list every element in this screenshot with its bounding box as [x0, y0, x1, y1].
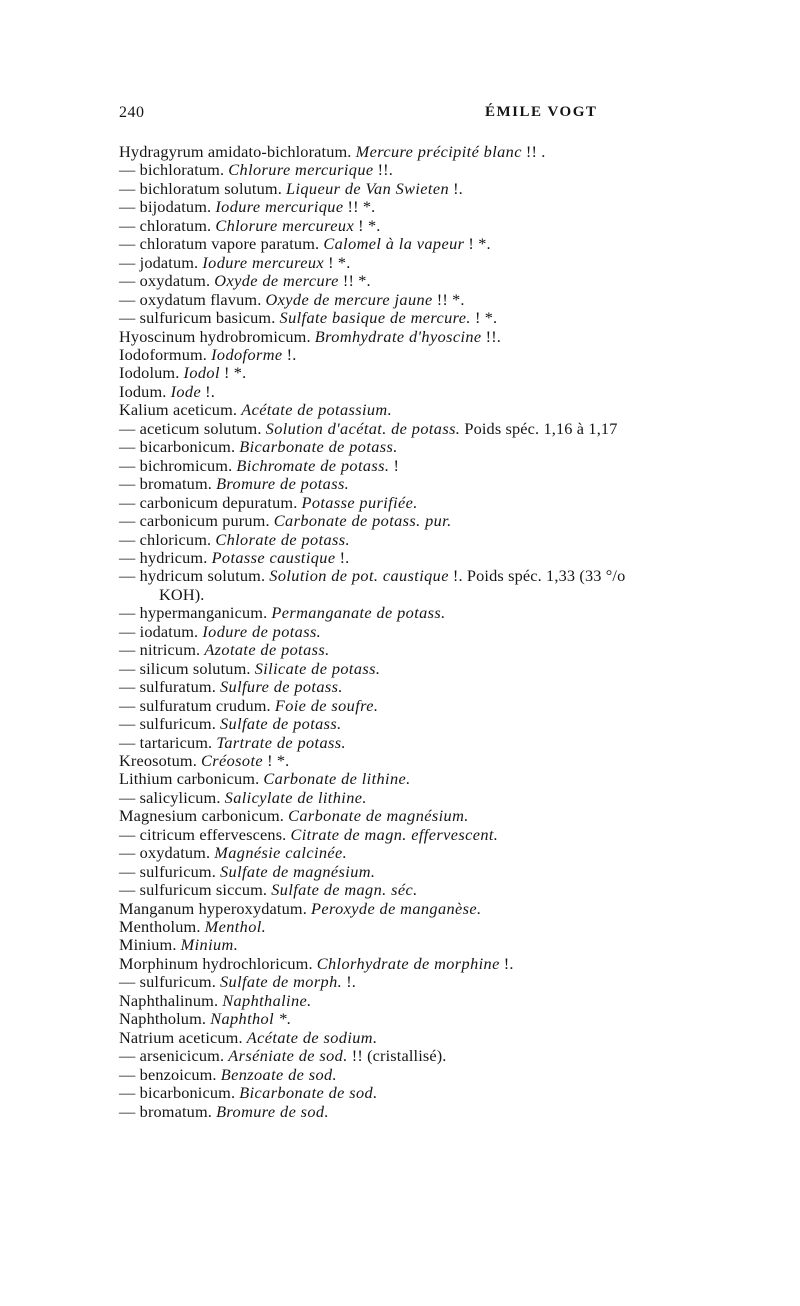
latin-name: — oxydatum flavum. [119, 289, 262, 309]
latin-name: — salicylicum. [119, 787, 221, 807]
latin-name: — bicarbonicum. [119, 437, 236, 457]
entry-note: ! [393, 455, 400, 475]
french-name: Iode [170, 381, 202, 401]
list-item [119, 863, 719, 881]
list-item [119, 254, 719, 272]
entry-note: !. [339, 547, 350, 567]
french-name: Iodure mercurique [215, 197, 344, 217]
entry-note: ! *. [223, 363, 247, 383]
list-item [119, 826, 719, 844]
entry-note: !! *. [347, 197, 376, 217]
latin-name: — citricum effervescens. [119, 824, 287, 844]
list-item [119, 697, 719, 715]
latin-name: Kalium aceticum. [119, 400, 238, 420]
latin-name: Naphtholum. [119, 1009, 207, 1029]
entry-note: Poids spéc. 1,16 à 1,17 [464, 418, 618, 438]
french-name: Chlorure mercureux [215, 215, 355, 235]
french-name: Mercure précipité blanc [355, 142, 522, 161]
list-item [119, 235, 719, 253]
french-name: Azotate de potass. [204, 640, 330, 660]
list-item [119, 678, 719, 696]
french-name: Sulfate de potass. [220, 714, 342, 734]
french-name: Iodol [183, 363, 220, 383]
list-item [119, 900, 719, 918]
entry-note: ! *. [474, 308, 498, 328]
latin-name: — sulfuricum siccum. [119, 880, 268, 900]
french-name: Potasse purifiée. [301, 492, 418, 512]
french-name: Chlorure mercurique [228, 160, 374, 180]
list-item [119, 328, 719, 346]
french-name: Sulfate de magn. séc. [271, 880, 418, 900]
list-item [119, 180, 719, 198]
list-item [119, 364, 719, 382]
latin-name: — tartaricum. [119, 732, 213, 752]
list-item [119, 807, 719, 825]
list-item [119, 992, 719, 1010]
french-name: Acétate de potassium. [241, 400, 393, 420]
list-item [119, 715, 719, 733]
drug-list [119, 143, 719, 1121]
latin-name: — aceticum solutum. [119, 418, 262, 438]
entry-note: !. Poids spéc. 1,33 (33 °/o [452, 566, 626, 586]
latin-name: — nitricum. [119, 640, 201, 660]
list-item [119, 1084, 719, 1102]
list-item [119, 383, 719, 401]
list-item [119, 161, 719, 179]
latin-name: — hydricum. [119, 547, 208, 567]
page-header [119, 104, 697, 126]
list-item [119, 494, 719, 512]
entry-note: ! *. [328, 252, 351, 272]
list-item [119, 291, 719, 309]
entry-note: !! (cristallisé). [351, 1046, 447, 1066]
list-item [119, 660, 719, 678]
french-name: Calomel à la vapeur [323, 234, 465, 254]
french-name: Bromure de sod. [216, 1101, 329, 1121]
list-item [119, 918, 719, 936]
latin-name: — iodatum. [119, 621, 199, 641]
french-name: Arséniate de sod. [228, 1046, 348, 1066]
list-item [119, 420, 719, 438]
list-item [119, 973, 719, 991]
list-item [119, 734, 719, 752]
list-item [119, 401, 719, 419]
entry-note: KOH). [159, 584, 205, 604]
list-item [119, 752, 719, 770]
list-item [119, 623, 719, 641]
french-name: Liqueur de Van Swieten [286, 178, 450, 198]
list-item [119, 604, 719, 622]
latin-name: — benzoicum. [119, 1064, 217, 1084]
entry-note: !. [205, 381, 215, 401]
latin-name: Natrium aceticum. [119, 1027, 243, 1047]
french-name: Iodure de potass. [202, 621, 322, 641]
latin-name: — silicum solutum. [119, 658, 251, 678]
list-item [119, 1047, 719, 1065]
french-name: Citrate de magn. effervescent. [290, 824, 499, 844]
list-item [119, 1010, 719, 1028]
latin-name: — hypermanganicum. [119, 603, 268, 623]
latin-name: — sulfuratum. [119, 677, 216, 697]
list-item [119, 549, 719, 567]
entry-note: !! *. [342, 271, 371, 291]
latin-name: — sulfuricum basicum. [119, 308, 276, 328]
latin-name: — carbonicum purum. [119, 511, 270, 531]
french-name: Bicarbonate de potass. [239, 437, 398, 457]
list-item [119, 789, 719, 807]
list-item [119, 641, 719, 659]
list-item [119, 531, 719, 549]
latin-name: — oxydatum. [119, 271, 211, 291]
french-name: Sulfure de potass. [220, 677, 343, 697]
french-name: Bromhydrate d'hyoscine [314, 326, 482, 346]
french-name: Menthol. [204, 917, 267, 937]
french-name: Bicarbonate de sod. [239, 1083, 378, 1103]
latin-name: Hyoscinum hydrobromicum. [119, 326, 311, 346]
latin-name: — bicarbonicum. [119, 1083, 236, 1103]
entry-note: !! . [525, 142, 546, 161]
entry-note: ! *. [267, 750, 290, 770]
french-name: Silicate de potass. [254, 658, 381, 678]
list-item [119, 1029, 719, 1047]
list-item [119, 1103, 719, 1121]
entry-note: !. [503, 953, 514, 973]
french-name: Magnésie calcinée. [214, 843, 348, 863]
latin-name: Naphthalinum. [119, 990, 219, 1010]
list-item [119, 955, 719, 973]
list-item [119, 143, 719, 161]
entry-note: !. [453, 178, 463, 198]
french-name: Créosote [201, 750, 263, 770]
french-name: Naphthol *. [210, 1009, 292, 1029]
list-item-continuation [119, 586, 719, 604]
entry-note: !. [286, 344, 297, 364]
latin-name: — chloricum. [119, 529, 212, 549]
list-item [119, 512, 719, 530]
french-name: Potasse caustique [211, 547, 336, 567]
latin-name: Morphinum hydrochloricum. [119, 953, 313, 973]
list-item [119, 198, 719, 216]
running-title: ÉMILE VOGT [485, 104, 598, 120]
latin-name: Minium. [119, 935, 177, 955]
latin-name: — bichloratum solutum. [119, 178, 282, 198]
latin-name: — jodatum. [119, 252, 199, 272]
latin-name: Lithium carbonicum. [119, 769, 260, 789]
entry-note: !!. [377, 160, 393, 180]
french-name: Oxyde de mercure jaune [265, 289, 433, 309]
latin-name: — sulfuratum crudum. [119, 695, 271, 715]
french-name: Permanganate de potass. [271, 603, 446, 623]
entry-note: !!. [485, 326, 502, 346]
list-item [119, 475, 719, 493]
latin-name: — oxydatum. [119, 843, 211, 863]
french-name: Carbonate de potass. pur. [273, 511, 452, 531]
latin-name: — bromatum. [119, 1101, 212, 1121]
latin-name: Iodoformum. [119, 344, 208, 364]
latin-name: — carbonicum depuratum. [119, 492, 298, 512]
list-item [119, 346, 719, 364]
french-name: Bromure de potass. [216, 474, 350, 494]
list-item [119, 881, 719, 899]
french-name: Chlorhydrate de morphine [316, 953, 500, 973]
french-name: Sulfate de magnésium. [220, 861, 376, 881]
list-item [119, 844, 719, 862]
french-name: Sulfate basique de mercure. [279, 308, 471, 328]
latin-name: — chloratum. [119, 215, 212, 235]
latin-name: Mentholum. [119, 917, 201, 937]
french-name: Solution de pot. caustique [269, 566, 449, 586]
french-name: Solution d'acétat. de potass. [265, 418, 461, 438]
latin-name: Hydragyrum amidato-bichloratum. [119, 142, 352, 161]
latin-name: — bijodatum. [119, 197, 212, 217]
latin-name: — arsenicicum. [119, 1046, 225, 1066]
latin-name: Magnesium carbonicum. [119, 806, 285, 826]
latin-name: — chloratum vapore paratum. [119, 234, 320, 254]
latin-name: Kreosotum. [119, 750, 197, 770]
french-name: Foie de soufre. [274, 695, 379, 715]
french-name: Bichromate de potass. [236, 455, 390, 475]
french-name: Oxyde de mercure [214, 271, 339, 291]
latin-name: — sulfuricum. [119, 861, 216, 881]
list-item [119, 770, 719, 788]
french-name: Carbonate de lithine. [263, 769, 411, 789]
entry-note: ! *. [468, 234, 491, 254]
french-name: Iodure mercureux [202, 252, 325, 272]
french-name: Chlorate de potass. [215, 529, 350, 549]
latin-name: Iodum. [119, 381, 167, 401]
page-number: 240 [119, 104, 145, 121]
entry-note: !! *. [436, 289, 465, 309]
latin-name: Manganum hyperoxydatum. [119, 898, 307, 918]
latin-name: — sulfuricum. [119, 972, 216, 992]
list-item [119, 438, 719, 456]
french-name: Benzoate de sod. [220, 1064, 338, 1084]
french-name: Acétate de sodium. [246, 1027, 378, 1047]
list-item [119, 936, 719, 954]
french-name: Tartrate de potass. [216, 732, 346, 752]
list-item [119, 1066, 719, 1084]
latin-name: — sulfuricum. [119, 714, 216, 734]
entry-note: !. [346, 972, 356, 992]
latin-name: Iodolum. [119, 363, 180, 383]
french-name: Carbonate de magnésium. [288, 806, 469, 826]
list-item [119, 309, 719, 327]
list-item [119, 457, 719, 475]
french-name: Salicylate de lithine. [224, 787, 367, 807]
french-name: Peroxyde de manganèse. [311, 898, 482, 918]
latin-name: — hydricum solutum. [119, 566, 266, 586]
latin-name: — bichloratum. [119, 160, 225, 180]
list-item [119, 272, 719, 290]
latin-name: — bichromicum. [119, 455, 233, 475]
list-item [119, 567, 719, 585]
french-name: Minium. [180, 935, 239, 955]
french-name: Naphthaline. [222, 990, 312, 1010]
latin-name: — bromatum. [119, 474, 212, 494]
french-name: Iodoforme [211, 344, 283, 364]
entry-note: ! *. [358, 215, 381, 235]
french-name: Sulfate de morph. [220, 972, 343, 992]
list-item [119, 217, 719, 235]
